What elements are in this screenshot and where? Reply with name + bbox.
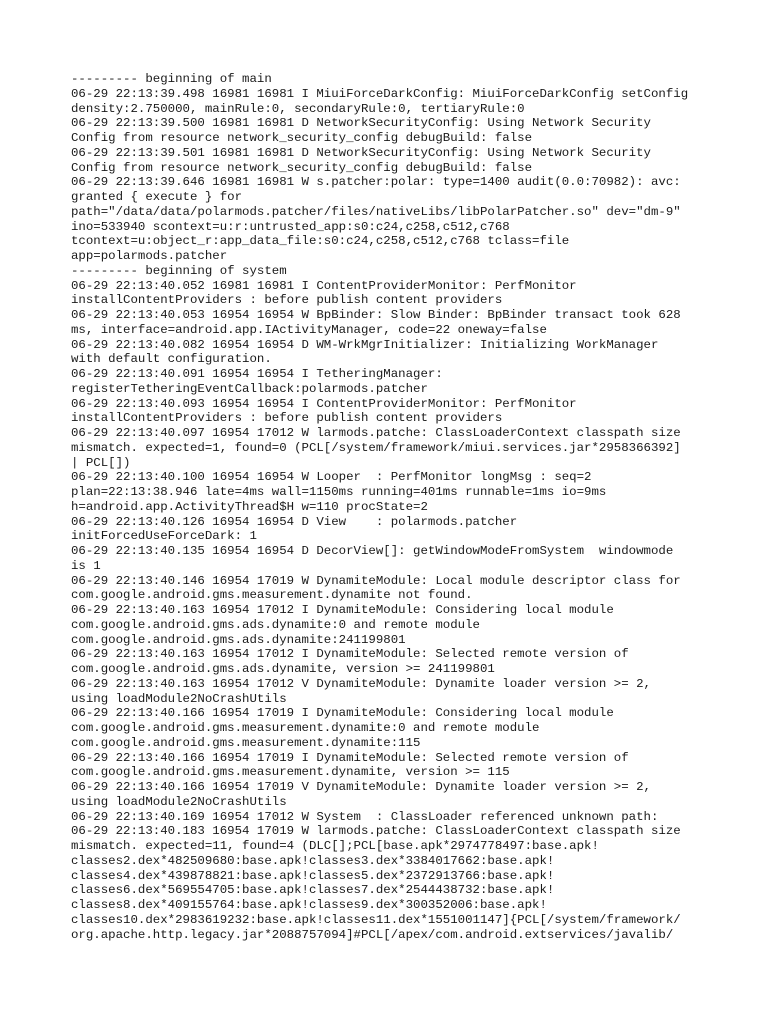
log-line: 06-29 22:13:40.082 16954 16954 D WM-WrkMgrInitializer: Initializing WorkManager <box>71 337 659 352</box>
log-line: 06-29 22:13:40.100 16954 16954 W Looper : PerfMonitor longMsg : seq=2 <box>71 470 592 485</box>
log-line: classes4.dex*439878821:base.apk!classes5.dex*2372913766:base.apk! <box>71 868 555 883</box>
log-line: 06-29 22:13:40.135 16954 16954 D DecorView[]: getWindowModeFromSystem windowmode <box>71 544 674 558</box>
log-line: h=android.app.ActivityThread$H w=110 procState=2 <box>71 499 428 514</box>
log-line: mismatch. expected=1, found=0 (PCL[/system/framework/miui.services.jar*2958366392] <box>71 440 681 455</box>
log-line: com.google.android.gms.ads.dynamite:0 and remote module <box>71 617 480 632</box>
log-line: Config from resource network_security_config debugBuild: false <box>71 131 533 145</box>
log-line: 06-29 22:13:40.163 16954 17012 V DynamiteModule: Dynamite loader version >= 2, <box>71 676 651 691</box>
log-line: ms, interface=android.app.IActivityManager, code=22 oneway=false <box>71 322 547 337</box>
log-line: 06-29 22:13:40.053 16954 16954 W BpBinder: Slow Binder: BpBinder transact took 628 <box>71 308 681 322</box>
log-line: path="/data/data/polarmods.patcher/files/nativeLibs/libPolarPatcher.so" dev="dm-9" <box>71 204 681 219</box>
log-line: classes8.dex*409155764:base.apk!classes9.dex*300352006:base.apk! <box>71 898 547 912</box>
log-line: --------- beginning of main <box>71 72 272 86</box>
log-line: 06-29 22:13:40.097 16954 17012 W larmods.patche: ClassLoaderContext classpath size <box>71 426 681 440</box>
log-line: ino=533940 scontext=u:r:untrusted_app:s0:c24,c258,c512,c768 <box>71 219 510 234</box>
log-line: registerTetheringEventCallback:polarmods.patcher <box>71 381 428 396</box>
log-line: | PCL[]) <box>71 455 131 470</box>
log-line: tcontext=u:object_r:app_data_file:s0:c24,c258,c512,c768 tclass=file <box>71 234 570 249</box>
log-line: 06-29 22:13:40.093 16954 16954 I ContentProviderMonitor: PerfMonitor <box>71 396 577 411</box>
log-line: using loadModule2NoCrashUtils <box>71 794 287 809</box>
log-line: 06-29 22:13:40.169 16954 17012 W System : ClassLoader referenced unknown path: <box>71 809 659 824</box>
log-line: 06-29 22:13:39.646 16981 16981 W s.patcher:polar: type=1400 audit(0.0:70982): avc: <box>71 175 681 190</box>
log-line: initForcedUseForceDark: 1 <box>71 529 257 544</box>
log-line: com.google.android.gms.measurement.dynamite, version >= 115 <box>71 765 510 780</box>
log-line: is 1 <box>71 558 101 573</box>
log-line: 06-29 22:13:40.166 16954 17019 I DynamiteModule: Selected remote version of <box>71 750 629 765</box>
log-line: app=polarmods.patcher <box>71 249 228 263</box>
log-line: mismatch. expected=11, found=4 (DLC[];PCL[base.apk*2974778497:base.apk! <box>71 839 599 853</box>
log-line: --------- beginning of system <box>71 263 287 278</box>
log-line: 06-29 22:13:40.091 16954 16954 I TetheringManager: <box>71 367 443 381</box>
log-line: 06-29 22:13:40.166 16954 17019 V DynamiteModule: Dynamite loader version >= 2, <box>71 780 651 794</box>
log-line: granted { execute } for <box>71 190 243 204</box>
log-line: 06-29 22:13:39.501 16981 16981 D NetworkSecurityConfig: Using Network Security <box>71 145 651 160</box>
log-text <box>71 72 711 942</box>
log-line: 06-29 22:13:40.183 16954 17019 W larmods.patche: ClassLoaderContext classpath size <box>71 824 681 839</box>
log-line: com.google.android.gms.ads.dynamite:241199801 <box>71 632 406 647</box>
log-line: plan=22:13:38.946 late=4ms wall=1150ms running=401ms runnable=1ms io=9ms <box>71 485 607 499</box>
log-line: 06-29 22:13:40.146 16954 17019 W DynamiteModule: Local module descriptor class for <box>71 573 681 588</box>
log-line: 06-29 22:13:40.126 16954 16954 D View : polarmods.patcher <box>71 514 518 529</box>
log-line: 06-29 22:13:39.500 16981 16981 D NetworkSecurityConfig: Using Network Security <box>71 116 651 131</box>
log-line: using loadModule2NoCrashUtils <box>71 691 287 706</box>
log-line: com.google.android.gms.ads.dynamite, version >= 241199801 <box>71 662 495 676</box>
log-line: Config from resource network_security_config debugBuild: false <box>71 160 533 175</box>
log-line: 06-29 22:13:40.163 16954 17012 I DynamiteModule: Considering local module <box>71 603 614 617</box>
log-line: com.google.android.gms.measurement.dynamite:0 and remote module <box>71 721 540 735</box>
log-line: 06-29 22:13:40.052 16981 16981 I ContentProviderMonitor: PerfMonitor <box>71 278 577 293</box>
log-line: classes2.dex*482509680:base.apk!classes3.dex*3384017662:base.apk! <box>71 853 555 868</box>
log-line: com.google.android.gms.measurement.dynamite not found. <box>71 588 473 603</box>
log-line: classes10.dex*2983619232:base.apk!classes11.dex*1551001147]{PCL[/system/framework/ <box>71 912 681 927</box>
log-line: org.apache.http.legacy.jar*2088757094]#PCL[/apex/com.android.extservices/javalib/ <box>71 927 674 942</box>
log-line: installContentProviders : before publish content providers <box>71 293 503 308</box>
log-line: com.google.android.gms.measurement.dynamite:115 <box>71 735 421 750</box>
log-line: classes6.dex*569554705:base.apk!classes7.dex*2544438732:base.apk! <box>71 883 555 898</box>
log-line: 06-29 22:13:40.163 16954 17012 I DynamiteModule: Selected remote version of <box>71 647 629 662</box>
log-line: 06-29 22:13:40.166 16954 17019 I DynamiteModule: Considering local module <box>71 706 614 721</box>
log-line: with default configuration. <box>71 352 272 367</box>
log-line: installContentProviders : before publish content providers <box>71 411 503 426</box>
log-line: density:2.750000, mainRule:0, secondaryRule:0, tertiaryRule:0 <box>71 101 525 116</box>
log-line: 06-29 22:13:39.498 16981 16981 I MiuiForceDarkConfig: MiuiForceDarkConfig setConfig <box>71 86 689 101</box>
